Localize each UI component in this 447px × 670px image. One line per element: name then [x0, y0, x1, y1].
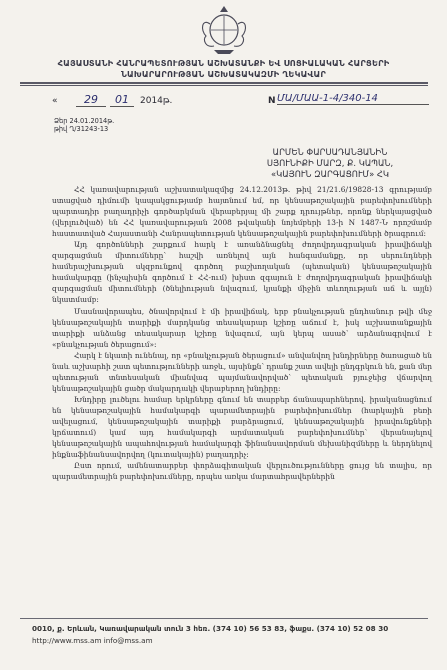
header-divider-thick [20, 82, 428, 84]
body-paragraph: Այդ գործոնների շարքում հարկ է առանձնացնել ժողովրդագրական իրավիճակի զարգացման միտումները՝ հաշվի առնելով այն հանգամանքը, որ սերունդների համերաշխության սկզբունքով գործող բաշխողական (պետական) կենսաթոշակային համակարգը (ինչպիսին գործում է ՀՀ-ում) խիստ զգայուն է ժողովրդագրական իրավիճակի զարգացման միտումների (ծնելիության նվազում, կյանքի միջին տևողության աճ և այլն) նկատմամբ: [52, 240, 432, 305]
footer-web: http://www.mss.am info@mss.am [32, 636, 153, 645]
body-paragraph: Հարկ է նկատի ունենալ, որ «բնակչության ծերացում» անվանվող խնդիրները ծառացած են նաև աշխարհի շատ պետությունների առջև, այսինքն՝ դրանք շատ ավելի ընդգրկուն են, քան մեր պետության տնտեսական միանվագ պայմանավորված՝ պետական բյուջեից վճարվող կենսաթոշակային ցածր մակարդակի վերաբերող խնդիրը: [52, 350, 432, 393]
footer-divider [20, 618, 428, 619]
date-year: 2014թ. [140, 96, 173, 106]
header-divider-thin [20, 85, 428, 86]
footer-contact: 0010, ք. Երևան, Կառավարական տուն 3 հեռ. (374 10) 56 53 83, ֆաքս. (374 10) 52 08 30 [32, 624, 389, 633]
ministry-header-line1: ՀԱՅԱՍՏԱՆԻ ՀԱՆՐԱՊԵՏՈՒԹՅԱՆ ԱՇԽԱՏԱՆՔԻ ԵՎ ՍՈՑԻԱԼԱԿԱՆ ՀԱՐՑԵՐԻ [57, 58, 390, 68]
addressee-name: ԱՐՄԵՆ ՓԱՐՍԱԴԱՆՅԱՆԻՆ [272, 147, 388, 157]
incoming-number: թիվ Ղ/31243-13 [54, 125, 109, 133]
reference-label: N [268, 96, 276, 106]
body-paragraph: Խնդիրը լուծելու համար երկրները գնում են տարբեր ճանապարհներով. իրականացնում են կենսաթոշակային համակարգի պարամետրային բարեփոխումներ (հարկային բեռի ավելացում, կենսաթոշակային տարիքի բարձրացում, կենսաթոշակային իրավունքների կրճատում) կամ այդ համակարգի արմատական բարեփոխումներ՝ վերանայելով կենսաթոշակային ապահովության համակարգի ֆինանսավորման մեխանիզմները և ներդնելով ինքնաֆինանսավորվող (կուտակային) բաղադրիչ: [52, 394, 432, 460]
incoming-date: Ձեր 24.01.2014թ. [54, 117, 115, 125]
date-month: 01 [110, 93, 134, 107]
letter-body [52, 184, 432, 482]
ministry-header-line2: ՆԱԽԱՐԱՐՈՒԹՅԱՆ ԱՇԽԱՏԱԿԱԶՄԻ ՂԵԿԱՎԱՐ [120, 69, 327, 79]
addressee-organization: «ԿԱՅՈՒՆ ԶԱՐԳԱՑՈՒՄ» ՀԿ [271, 169, 389, 179]
reference-number: ՄԱ/ՄԱԱ-1-4/340-14 [277, 93, 429, 105]
date-day: 29 [76, 93, 106, 107]
coat-of-arms-emblem [196, 4, 252, 56]
date-open-quote: « [52, 96, 58, 106]
body-paragraph: Ըստ որում, ամենատարբեր փորձագիտական վերլուծությունները ցույց են տալիս, որ պարամետրային բարեփոխումները, որպես առկա մարտահրավերներին [52, 461, 432, 482]
addressee-location: ՍՅՈՒՆԻՔԻ ՄԱՐԶ, Ք. ԿԱՊԱՆ, [266, 158, 394, 168]
body-paragraph: Մասնավորապես, ծնավորվում է մի իրավիճակ, երբ բնակչության ընդհանուր թվի մեջ կենսաթոշակային տարիքի մարդկանց տեսակարար կշիռը աճում է, իսկ աշխատանքային տարիքի անձանց տեսակարար կշիռը նվազում, այն կերպ ասած՝ արձանագրվում է «բնակչության ծերացում»: [52, 306, 432, 349]
body-paragraph: ՀՀ կառավարության աշխատակազմից 24.12.2013թ. թիվ 21/21.6/19828-13 գրությամբ ստացված դիմումի կապակցությամբ հայտնում եմ, որ կենսաթոշակային բարեփոխումների պարտադիր բաղադրիչի գործարկման վերաբերյալ մի շարք դրույթներ, որոնք ներկայացված (վերլուծված) են ՀՀ կառավարության 2008 թվականի նոյեմբերի 13-ի N 1487-Ն որոշմամբ հաստատված Հայաստանի Հանրապետության կենսաթոշակային բարեփոխումների ծրագրում: [52, 185, 432, 239]
